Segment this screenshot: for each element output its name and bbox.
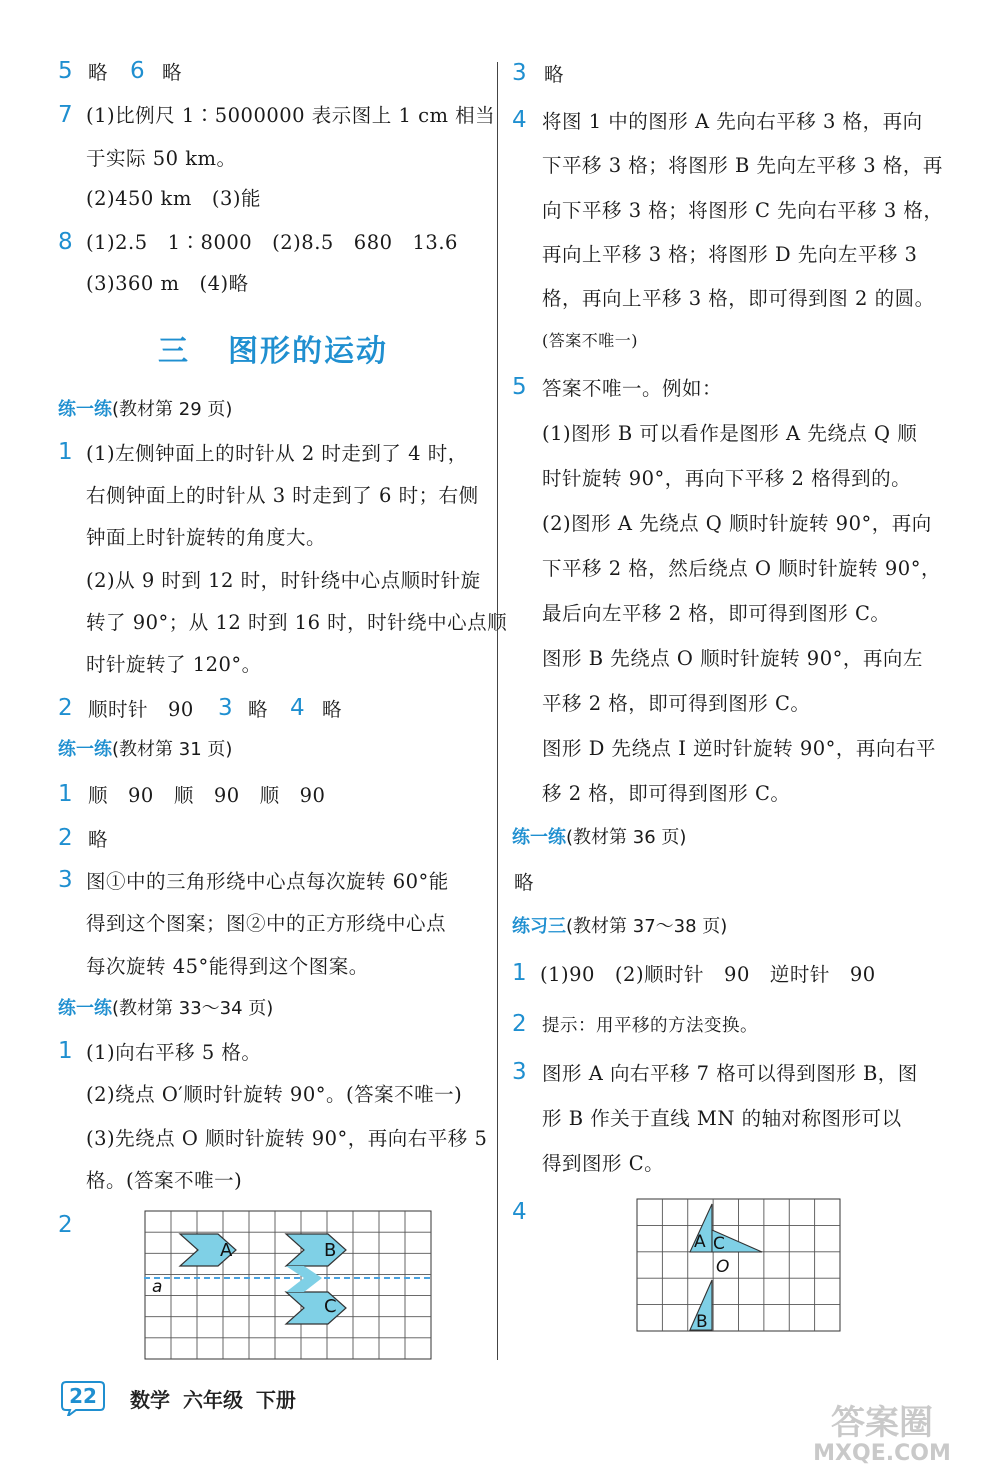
answer-text: 钟面上时针旋转的角度大。 [86,526,327,549]
label-a: A [694,1232,706,1252]
answer-text: 得到这个图案；图②中的正方形绕中心点 [86,912,447,935]
item-number: 2 [58,1212,73,1238]
label-o: O [716,1257,730,1277]
item-number: 2 [58,695,73,721]
answer-text: 时针旋转 90°，再向下平移 2 格得到的。 [542,467,912,490]
item-number: 3 [512,1059,527,1085]
section-ref: (教材第 33～34 页) [112,998,274,1019]
answer-text: 略 [514,871,535,894]
item-number: 3 [512,60,527,86]
label-a: A [220,1240,233,1261]
watermark-small: MXQE.COM [813,1441,951,1466]
watermark-big: 答案圈 [831,1403,933,1443]
page-number: 22 [69,1384,97,1408]
answer-text: 图形 D 先绕点 I 逆时针旋转 90°，再向右平 [542,737,936,760]
label-c: C [713,1234,725,1254]
answer-text: (1)2.5 1∶8000 (2)8.5 680 13.6 [86,231,458,254]
item-number: 4 [290,695,305,721]
answer-text: 顺 90 顺 90 顺 90 [88,784,326,807]
section-heading [512,825,686,851]
answer-text: 将图 1 中的图形 A 先向右平移 3 格，再向 [542,110,923,133]
answer-text: 略 [88,828,109,851]
item-number: 6 [130,58,145,84]
section-ref: (教材第 36 页) [566,827,687,848]
answer-text: (1)左侧钟面上的时针从 2 时走到了 4 时， [86,442,468,465]
item-number: 8 [58,229,73,255]
answer-text: 再向上平移 3 格；将图形 D 先向左平移 3 [542,243,918,266]
item-number: 1 [512,960,527,986]
answer-text: (1)比例尺 1∶5000000 表示图上 1 cm 相当 [86,104,496,127]
chapter-heading [158,326,426,370]
answer-text: 略 [248,698,269,721]
answer-text: (1)图形 B 可以看作是图形 A 先绕点 Q 顺 [542,422,918,445]
item-number: 2 [512,1011,527,1037]
answer-text: 提示：用平移的方法变换。 [542,1016,758,1036]
answer-text: 略 [544,63,565,86]
section-label: 练一练 [58,399,112,420]
item-number: 5 [512,374,527,400]
rotation-grid-figure [636,1198,842,1334]
answer-text: 略 [322,698,343,721]
chapter-title: 图形的运动 [228,334,388,369]
section-ref: (教材第 37～38 页) [566,916,728,937]
answer-text: 格。(答案不唯一) [86,1169,243,1192]
item-number: 1 [58,439,73,465]
section-ref: (教材第 29 页) [112,399,233,420]
answer-text: (1)向右平移 5 格。 [86,1041,262,1064]
column-divider [497,62,498,1360]
answer-text: (2)图形 A 先绕点 Q 顺时针旋转 90°，再向 [542,512,932,535]
item-number: 2 [58,825,73,851]
page-number-badge [60,1378,106,1416]
label-b: B [696,1312,708,1332]
answer-text: 时针旋转了 120°。 [86,653,262,676]
answer-text: 右侧钟面上的时针从 3 时走到了 6 时；右侧 [86,484,479,507]
answer-text: 答案不唯一。例如： [542,377,723,400]
answer-text: 顺时针 90 [88,698,194,721]
answer-text: 形 B 作关于直线 MN 的轴对称图形可以 [542,1107,902,1130]
section-heading [58,996,273,1022]
section-heading [58,737,232,763]
answer-text: 移 2 格，即可得到图形 C。 [542,782,791,805]
item-number: 1 [58,1038,73,1064]
label-line-a: a [152,1277,163,1297]
answer-text: 下平移 3 格；将图形 B 先向左平移 3 格，再 [542,154,943,177]
answer-text: 于实际 50 km。 [86,147,237,170]
answer-text: 转了 90°；从 12 时到 16 时，时针绕中心点顺 [86,611,508,634]
item-number: 5 [58,58,73,84]
label-b: B [324,1240,337,1261]
answer-text: 每次旋转 45°能得到这个图案。 [86,955,369,978]
answer-text: 向下平移 3 格；将图形 C 先向右平移 3 格， [542,199,944,222]
answer-text: (1)90 (2)顺时针 90 逆时针 90 [540,963,876,986]
answer-text: 略 [88,61,109,84]
item-number: 1 [58,781,73,807]
section-label: 练一练 [512,827,566,848]
answer-text: 图①中的三角形绕中心点每次旋转 60°能 [86,870,449,893]
answer-text: 图形 A 向右平移 7 格可以得到图形 B，图 [542,1062,918,1085]
answer-text: (2)绕点 O′顺时针旋转 90°。(答案不唯一) [86,1083,463,1106]
book-title: 数学 六年级 下册 [130,1388,296,1412]
item-number: 4 [512,107,527,133]
section-ref: (教材第 31 页) [112,739,233,760]
item-number: 7 [58,102,73,128]
item-number: 4 [512,1199,527,1225]
answer-text: 格，再向上平移 3 格，即可得到图 2 的圆。 [542,287,935,310]
answer-text: 图形 B 先绕点 O 顺时针旋转 90°，再向左 [542,647,923,670]
item-number: 3 [218,695,233,721]
section-heading [512,914,727,940]
item-number: 3 [58,867,73,893]
shape-c [286,1292,346,1324]
translation-grid-figure [144,1210,434,1362]
chapter-number: 三 [158,334,190,369]
answer-text: (3)360 m (4)略 [86,272,249,295]
answer-text: (2)从 9 时到 12 时，时针绕中心点顺时针旋 [86,569,481,592]
section-label: 练一练 [58,998,112,1019]
label-c: C [324,1296,337,1317]
section-label: 练一练 [58,739,112,760]
answer-text: (答案不唯一) [542,331,638,350]
section-label: 练习三 [512,916,566,937]
answer-text: 得到图形 C。 [542,1152,665,1175]
answer-text: 下平移 2 格，然后绕点 O 顺时针旋转 90°， [542,557,941,580]
section-heading [58,397,232,423]
answer-text: 平移 2 格，即可得到图形 C。 [542,692,811,715]
watermark-logo [782,1396,982,1466]
answer-text: 最后向左平移 2 格，即可得到图形 C。 [542,602,891,625]
answer-text: 略 [162,61,183,84]
shape-b [286,1234,346,1266]
answer-text: (3)先绕点 O 顺时针旋转 90°，再向右平移 5 [86,1127,488,1150]
answer-text: (2)450 km (3)能 [86,187,261,210]
